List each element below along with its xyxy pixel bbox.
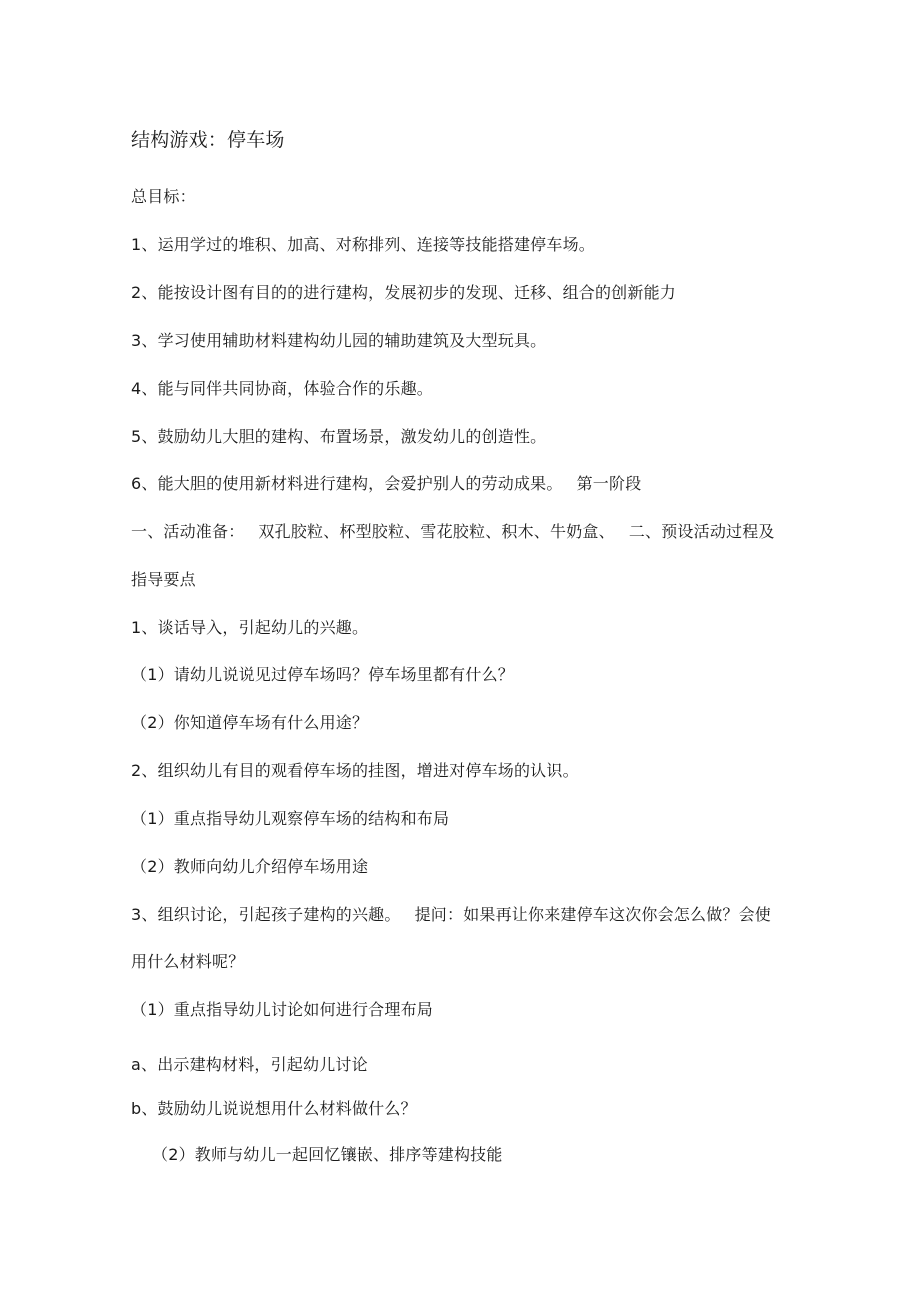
goal-item-2: 2、能按设计图有目的的进行建构，发展初步的发现、迁移、组合的创新能力 [131,283,676,302]
step-3-row [131,904,771,926]
step-2: 2、组织幼儿有目的观看停车场的挂图，增进对停车场的认识。 [131,761,579,780]
step-1: 1、谈话导入，引起幼儿的兴趣。 [131,618,369,637]
step-3-question: 提问：如果再让你来建停车这次你会怎么做？会使 [414,905,771,924]
prep-label: 一、活动准备： [131,522,245,541]
step-3-sub-1: （1）重点指导幼儿讨论如何进行合理布局 [131,1000,433,1019]
goal-item-3: 3、学习使用辅助材料建构幼儿园的辅助建筑及大型玩具。 [131,331,547,350]
step-3-question-continued: 用什么材料呢？ [131,952,245,971]
overall-goal-label: 总目标： [131,187,196,206]
goal-item-6: 6、能大胆的使用新材料进行建构，会爱护别人的劳动成果。 [131,474,563,493]
goal-item-4: 4、能与同伴共同协商，体验合作的乐趣。 [131,379,433,398]
prep-materials: 双孔胶粒、杯型胶粒、雪花胶粒、积木、牛奶盒、 [258,522,615,541]
step-3-sub-1-a: a、出示建构材料，引起幼儿讨论 [131,1055,368,1074]
prep-row [131,521,775,543]
step-2-sub-1: （1）重点指导幼儿观察停车场的结构和布局 [131,809,450,828]
process-heading: 二、预设活动过程及 [628,522,775,541]
step-3: 3、组织讨论，引起孩子建构的兴趣。 [131,905,401,924]
stage-label: 第一阶段 [576,474,642,493]
step-3-sub-1-b: b、鼓励幼儿说说想用什么材料做什么？ [131,1099,417,1118]
goal-item-1: 1、运用学过的堆积、加高、对称排列、连接等技能搭建停车场。 [131,235,595,254]
step-1-sub-2: （2）你知道停车场有什么用途？ [131,713,369,732]
document-title: 结构游戏：停车场 [131,129,285,151]
step-1-sub-1: （1）请幼儿说说见过停车场吗？停车场里都有什么？ [131,665,514,684]
goal-item-6-row [131,473,641,495]
process-heading-continued: 指导要点 [131,570,196,589]
step-2-sub-2: （2）教师向幼儿介绍停车场用途 [131,857,369,876]
step-3-sub-2: （2）教师与幼儿一起回忆镶嵌、排序等建构技能 [152,1145,503,1164]
goal-item-5: 5、鼓励幼儿大胆的建构、布置场景，激发幼儿的创造性。 [131,427,547,446]
